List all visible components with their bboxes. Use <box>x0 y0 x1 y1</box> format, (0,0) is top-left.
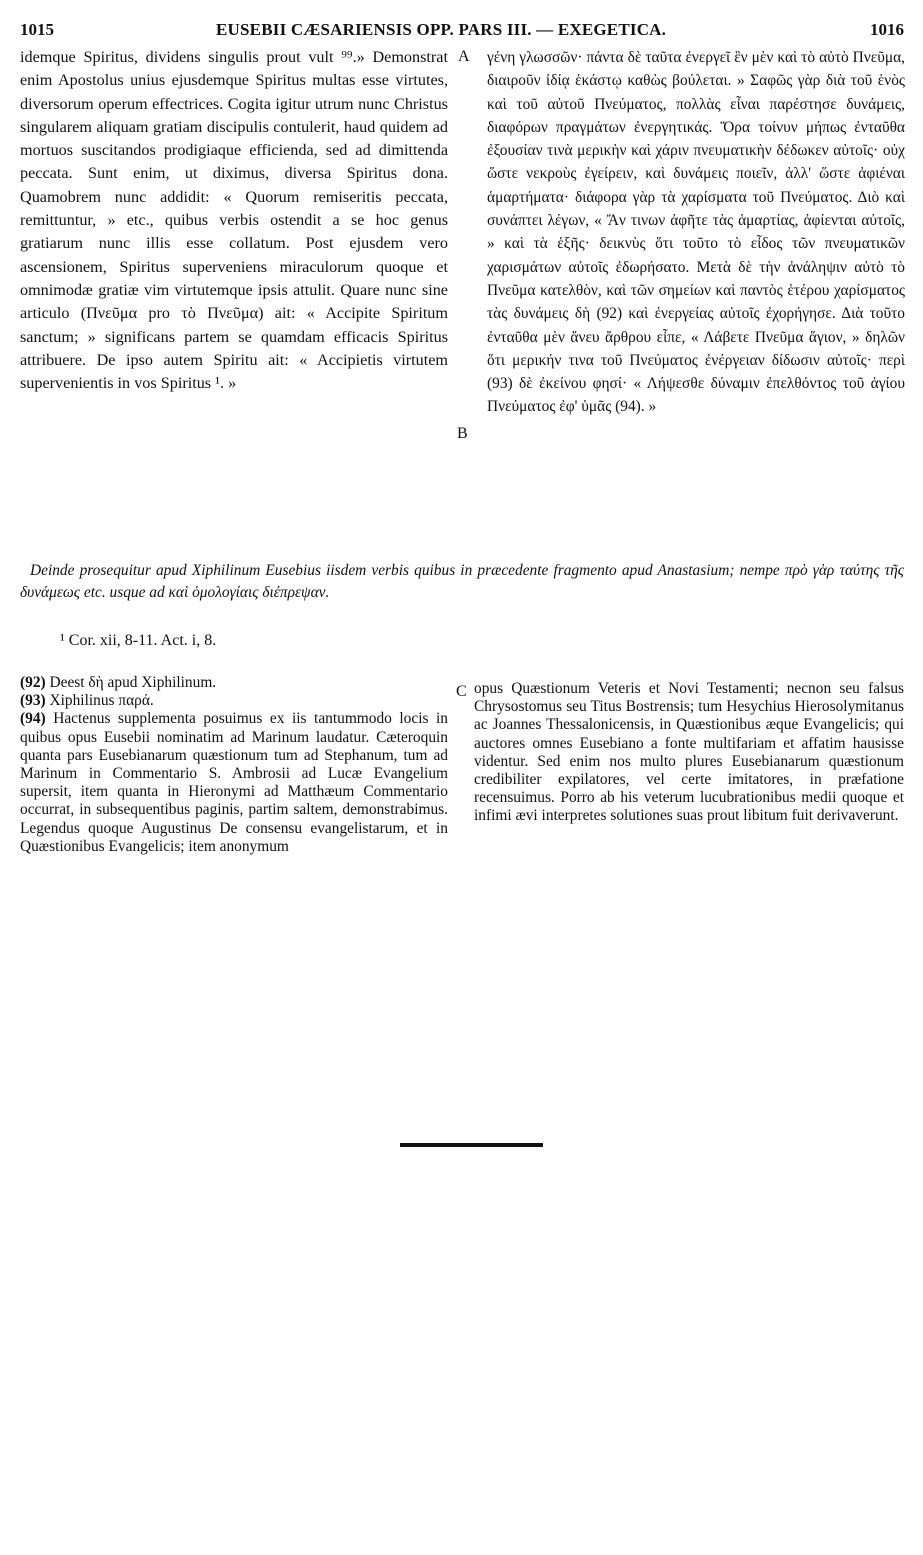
footnotes <box>20 674 448 856</box>
latin-column <box>20 46 448 395</box>
margin-marker-c: C <box>456 683 467 700</box>
footnote-number: (92) <box>20 674 46 691</box>
continuation-text: opus Quæstionum Veteris et Novi Testamenti; necnon seu falsus Chrysostomus seu Titus Bostrensis; tum Hesychius Hierosolymitanus ac Joannes Thessalonicensis, in Quæstionibus æque Evangelicis; qui auctores omnes Eusebiano a fonte multifariam et affatim hausisse videntur. Sed enim nos multo plures Eusebianarum quæstionum credibiliter expilatores, vel certe imitatores, in præfatione recensuimus. Porro ab his veterum lucubrationibus medii quoque et infimi ævi interpretes solutiones suas prout libitum fuit derivaverunt. <box>474 680 904 825</box>
page-number-right: 1016 <box>870 20 904 39</box>
margin-marker-b: B <box>457 425 468 442</box>
margin-marker-a: A <box>458 48 470 65</box>
page-header <box>20 20 904 44</box>
footnote-text: Xiphilinus παρά. <box>49 692 154 710</box>
editorial-intro <box>20 560 904 604</box>
footnote-number: (94) <box>20 710 46 728</box>
page-number-left: 1015 <box>20 20 54 39</box>
end-rule <box>400 1143 543 1147</box>
greek-text: γένη γλωσσῶν· πάντα δὲ ταῦτα ἐνεργεῖ ἓν μὲν καὶ τὸ αὐτὸ Πνεῦμα, διαιροῦν ἰδίᾳ ἑκάστῳ καθὼς βούλεται. » Σαφῶς γὰρ διὰ τοῦ ἑνὸς καὶ τοῦ αὐτοῦ Πνεύματος, πολλὰς εἶναι παρέστησε δυνάμεις, διαφόρων πραγμάτων ἐνεργητικάς. Ὅρα τοίνυν μήπως ἐνταῦθα ἐξουσίαν τινὰ μερικὴν καὶ χάριν πνευματικὴν δέδωκεν αὐτοῖς· οὐχ ὥστε νεκροὺς ἐγείρειν, καὶ δυνάμεις ποιεῖν, ἀλλ' ὥστε ἀφιέναι ἁμαρτήματα· διάφορα γὰρ τὰ χαρίσματα τοῦ Πνεύματος. Διὸ καὶ συνάπτει λέγων, « Ἄν τινων ἀφῆτε τὰς ἁμαρτίας, ἀφίενται αὐτοῖς, » καὶ τὰ ἑξῆς· δεικνὺς ὅτι τοῦτο τὸ εἶδος τῶν πνευματικῶν χαρισμάτων αὐτοῖς ἐδωρήσατο. Μετὰ δὲ τὴν ἀνάληψιν αὐτὸ τὸ Πνεῦμα κατελθὸν, καὶ τῶν σημείων καὶ παντὸς ἑτέρου χαρίσματος τὰς δυνάμεις δὴ (92) καὶ ἐνεργείας αὐτοῖς ἐχορήγησε. Διὰ τοῦτο ἐνταῦθα μὲν ἄνευ ἄρθρου εἶπε, « Λάβετε Πνεῦμα ἅγιον, » δηλῶν ὅτι μερικήν τινα τοῦ Πνεύματος ἐνέργειαν δίδωσιν αὐτοῖς· περὶ (93) δὲ ἐκείνου φησί· « Λήψεσθε δύναμιν ἐπελθόντος τοῦ ἁγίου Πνεύματος ἐφ' ὑμᾶς (94). » <box>487 49 905 416</box>
greek-column <box>487 46 905 419</box>
intro-text: Deinde prosequitur apud Xiphilinum Eusebius iisdem verbis quibus in præcedente fragmento apud Anastasium; nempe πρὸ γὰρ ταύτης τῆς δυνάμεως etc. usque ad καὶ ὁμολογίαις διέπρεψαν. <box>20 562 904 601</box>
footnote-continuation <box>474 680 904 826</box>
footnote-text: Hactenus supplementa posuimus ex iis tantummodo locis in quibus opus Eusebii nominatim ad Marinum laudatur. Cæteroquin quanta pars Eusebianarum quæstionum tum ad Stephanum, tum ad Marinum in Commentario S. Ambrosii ad Lucæ Evangelium supersit, item quanta in Hieronymi ad Matthæum Commentario occurrat, in subsequentibus paginis, partim saltem, demonstrabimus. Legendus quoque Augustinus De consensu evangelistarum, et in Quæstionibus Evangelicis; item anonymum <box>20 710 448 855</box>
scripture-references: ¹ Cor. xii, 8-11. Act. i, 8. <box>60 632 217 649</box>
footnote <box>20 692 448 710</box>
running-title: EUSEBII CÆSARIENSIS OPP. PARS III. — EXEGETICA. <box>216 20 667 39</box>
footnote-text: Deest δὴ apud Xiphilinum. <box>49 674 217 691</box>
footnote-number: (93) <box>20 692 46 710</box>
footnote <box>20 674 448 692</box>
footnote <box>20 710 448 856</box>
latin-text: idemque Spiritus, dividens singulis prout vult ⁹⁹.» Demonstrat enim Apostolus unius ejusdemque Spiritus multas esse virtutes, diversorum operum effectrices. Cogita igitur utrum nunc Christus singularem aliquam gratiam discipulis contulerit, haud quidem ad mortuos suscitandos prodigiaque efficienda, sed ad dimittenda peccata. Sunt enim, ut diximus, diversa Spiritus dona. Quamobrem nunc addidit: « Quorum remiseritis peccata, remittuntur, » etc., quibus verbis ostendit a se hoc genus gratiarum nunc illis esse collatum. Post ejusdem vero ascensionem, Spiritus superveniens miraculorum quoque et omnimodæ gratiæ vim virtutemque ipsis attulit. Quare nunc sine articulo (Πνεῦμα pro τὸ Πνεῦμα) ait: « Accipite Spiritum sanctum; » significans partem se quamdam efficacis Spiritus attribuere. De ipso autem Spiritu ait: « Accipietis virtutem supervenientis in vos Spiritus ¹. » <box>20 48 448 393</box>
